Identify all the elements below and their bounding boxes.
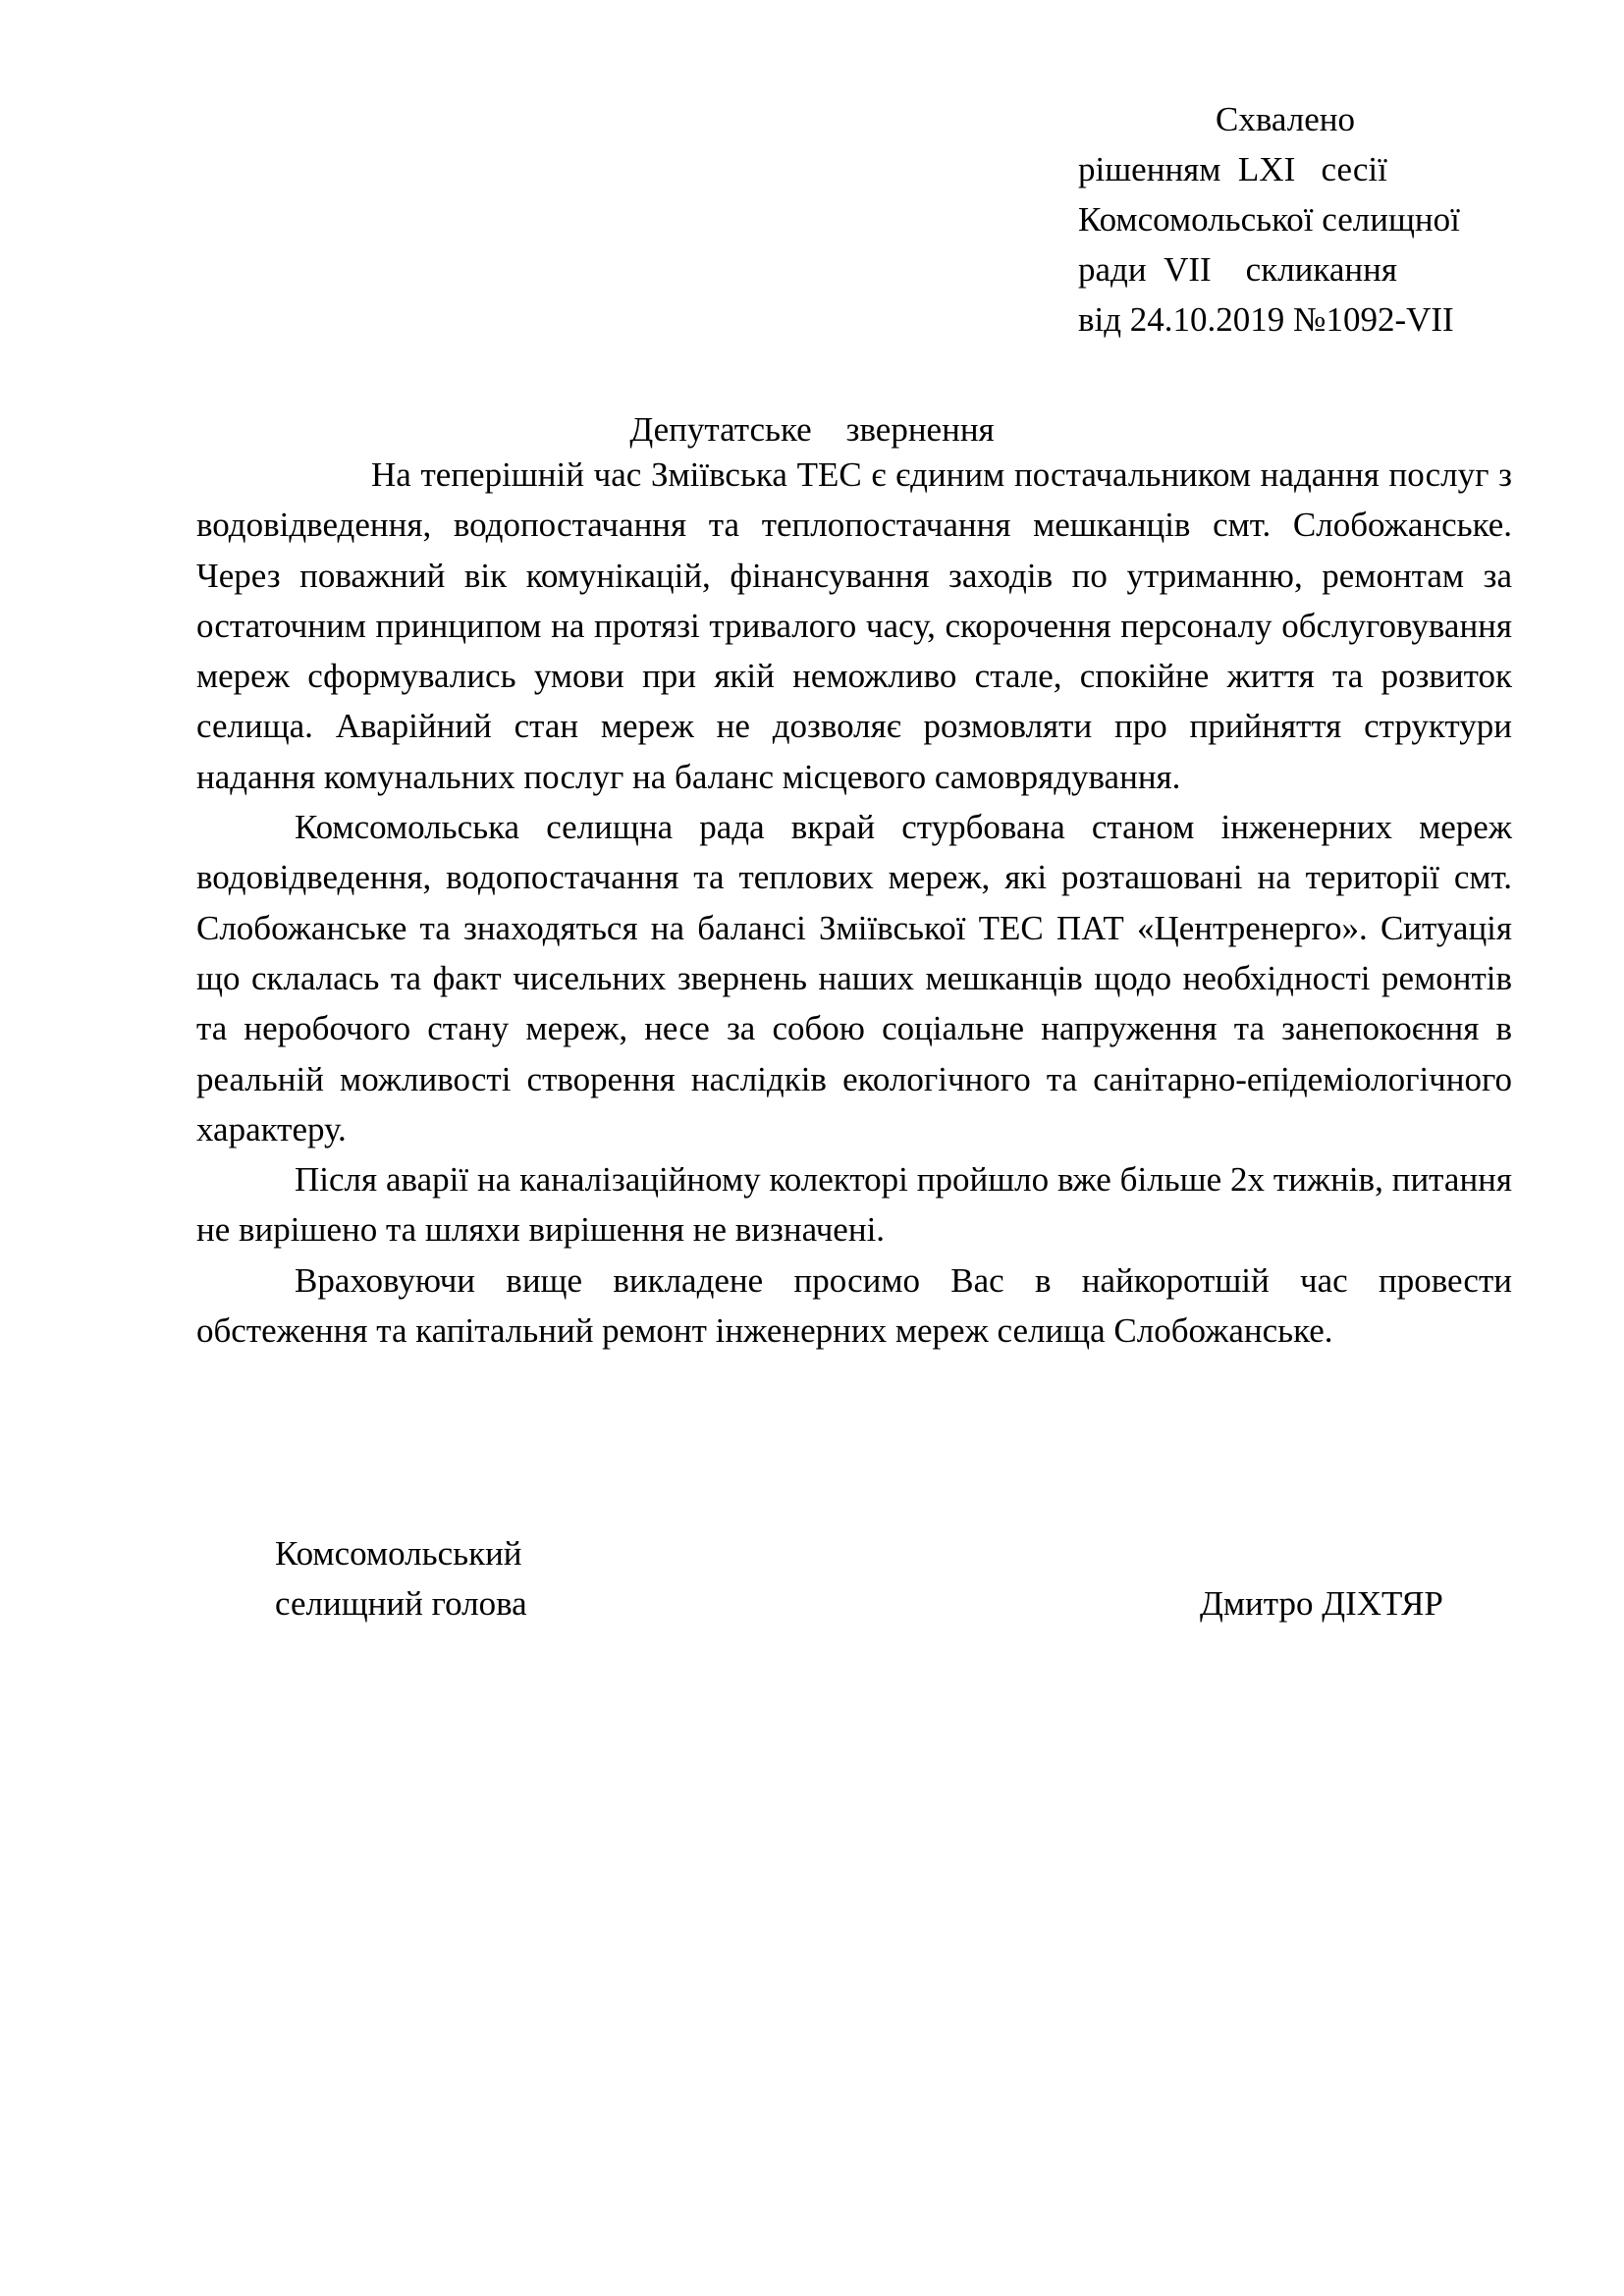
signatory-position-line2: селищний голова [275, 1584, 527, 1623]
approval-line-council: Комсомольської селищної [1078, 200, 1460, 239]
document-title: Депутатське звернення [629, 410, 995, 449]
approval-line-convocation: ради VII скликання [1078, 250, 1397, 289]
approval-block [1078, 94, 1589, 345]
body-paragraph: На теперішній час Зміївська ТЕС є єдиним постачальником надання послуг з водовідведення, водопостачання та теплопостачання мешканців смт. Слобожанське. Через поважний вік комунікацій, фінансування заходів по утриманню, ремонтам за остаточним принципом на протязі тривалого часу, скорочення персоналу обслуговування мереж сформувались умови при якій неможливо стале, спокійне життя та розвиток селища. Аварійний стан мереж не дозволяє розмовляти про прийняття структури надання комунальних послуг на баланс місцевого самоврядування. [196, 455, 1512, 796]
document-body [196, 450, 1512, 1356]
approval-line-approved: Схвалено [1216, 100, 1355, 138]
signatory-position [275, 1528, 527, 1629]
body-paragraph: Комсомольська селищна рада вкрай стурбована станом інженерних мереж водовідведення, водопостачання та теплових мереж, які розташовані на території смт. Слобожанське та знаходяться на балансі Зміївської ТЕС ПАТ «Центренерго». Ситуація що склалась та факт чисельних звернень наших мешканців щодо необхідності ремонтів та неробочого стану мереж, несе за собою соціальне напруження та занепокоєння в реальній можливості створення наслідків екологічного та санітарно-епідеміологічного характеру. [196, 808, 1512, 1148]
signatory-name: Дмитро ДІХТЯР [1200, 1584, 1443, 1623]
body-paragraph: Враховуючи вище викладене просимо Вас в найкоротшій час провести обстеження та капітальний ремонт інженерних мереж селища Слобожанське. [196, 1260, 1512, 1351]
body-paragraph: Після аварії на каналізаційному колекторі пройшло вже більше 2х тижнів, питання не вирішено та шляхи вирішення не визначені. [196, 1160, 1512, 1250]
approval-line-decision: рішенням LXI сесії [1078, 150, 1387, 188]
approval-line-date-number: від 24.10.2019 №1092-VII [1078, 300, 1454, 339]
signatory-position-line1: Комсомольський [275, 1534, 522, 1573]
